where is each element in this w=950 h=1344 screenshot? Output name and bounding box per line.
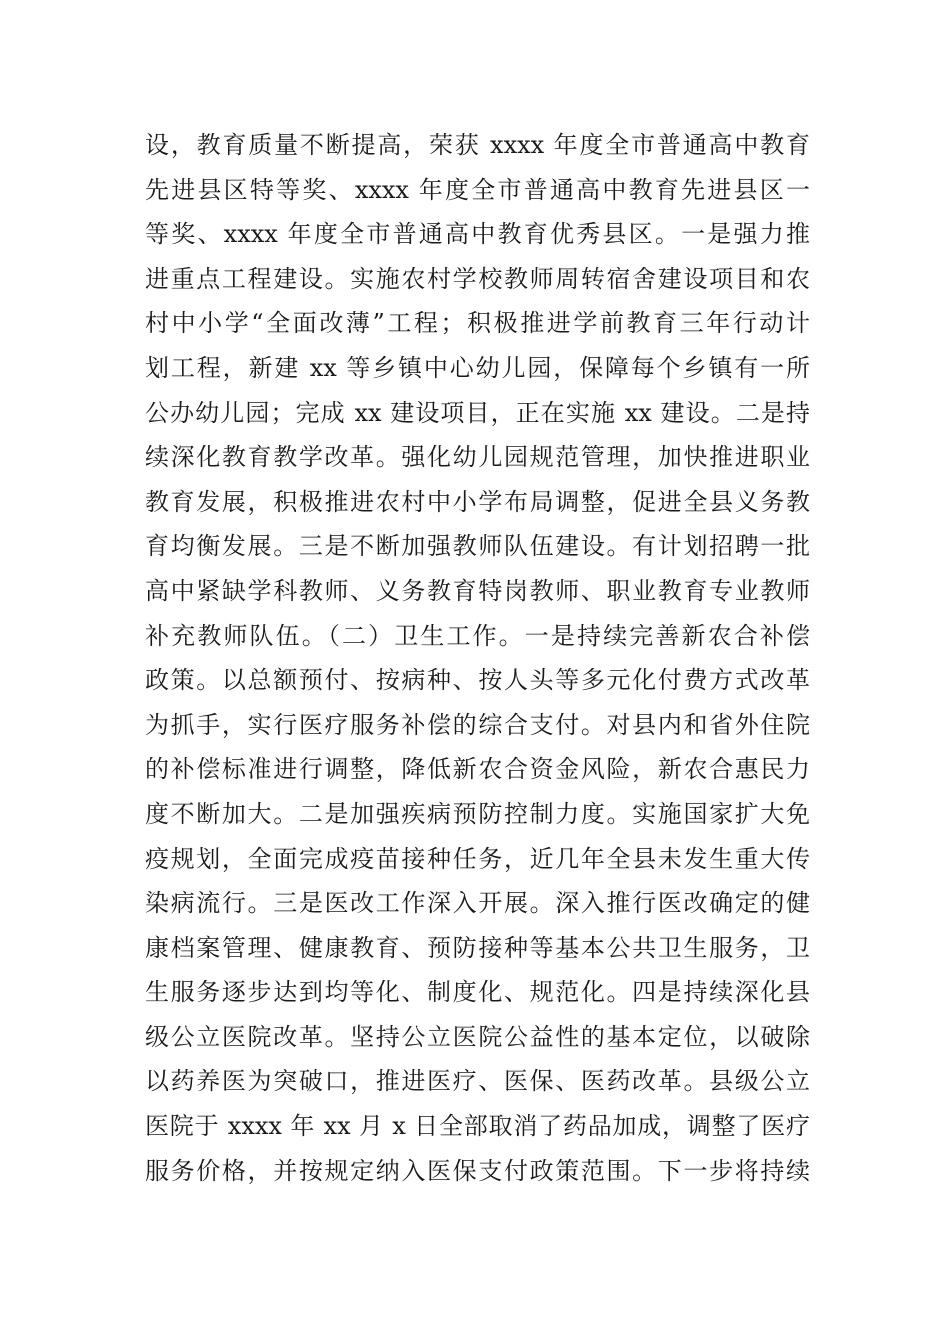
text-line: 先进县区特等奖、xxxx 年度全市普通高中教育先进县区一: [145, 175, 810, 204]
text-line: 政策。以总额预付、按病种、按人头等多元化付费方式改革: [145, 666, 810, 695]
text-line: 康档案管理、健康教育、预防接种等基本公共卫生服务，卫: [145, 933, 810, 962]
text-line: 度不断加大。二是加强疾病预防控制力度。实施国家扩大免: [145, 799, 810, 828]
body-text: [145, 123, 810, 1193]
text-line: 进重点工程建设。实施农村学校教师周转宿舍建设项目和农: [145, 264, 810, 293]
text-line: 医院于 xxxx 年 xx 月 x 日全部取消了药品加成，调整了医疗: [145, 1112, 810, 1141]
text-line: 划工程，新建 xx 等乡镇中心幼儿园，保障每个乡镇有一所: [145, 353, 810, 382]
text-line: 设，教育质量不断提高，荣获 xxxx 年度全市普通高中教育: [145, 131, 810, 159]
text-line: 高中紧缺学科教师、义务教育特岗教师、职业教育专业教师: [145, 576, 810, 605]
text-line: 补充教师队伍。（二）卫生工作。一是持续完善新农合补偿: [145, 621, 810, 650]
text-line: 生服务逐步达到均等化、制度化、规范化。四是持续深化县: [145, 978, 810, 1007]
text-line: 等奖、xxxx 年度全市普通高中教育优秀县区。一是强力推: [145, 220, 810, 249]
text-line: 村中小学“全面改薄”工程；积极推进学前教育三年行动计: [145, 309, 810, 338]
text-line: 疫规划，全面完成疫苗接种任务，近几年全县未发生重大传: [145, 844, 810, 873]
text-line: 染病流行。三是医改工作深入开展。深入推行医改确定的健: [145, 889, 810, 918]
text-line: 的补偿标准进行调整，降低新农合资金风险，新农合惠民力: [145, 755, 810, 784]
text-line: 公办幼儿园；完成 xx 建设项目，正在实施 xx 建设。二是持: [145, 398, 810, 427]
text-line: 育均衡发展。三是不断加强教师队伍建设。有计划招聘一批: [145, 532, 810, 561]
text-line: 服务价格，并按规定纳入医保支付政策范围。下一步将持续: [145, 1156, 810, 1185]
text-line: 级公立医院改革。坚持公立医院公益性的基本定位，以破除: [145, 1022, 810, 1051]
text-line: 教育发展，积极推进农村中小学布局调整，促进全县义务教: [145, 487, 810, 516]
text-line: 为抓手，实行医疗服务补偿的综合支付。对县内和省外住院: [145, 710, 810, 739]
text-line: 续深化教育教学改革。强化幼儿园规范管理，加快推进职业: [145, 443, 810, 472]
text-line: 以药养医为突破口，推进医疗、医保、医药改革。县级公立: [145, 1067, 810, 1096]
